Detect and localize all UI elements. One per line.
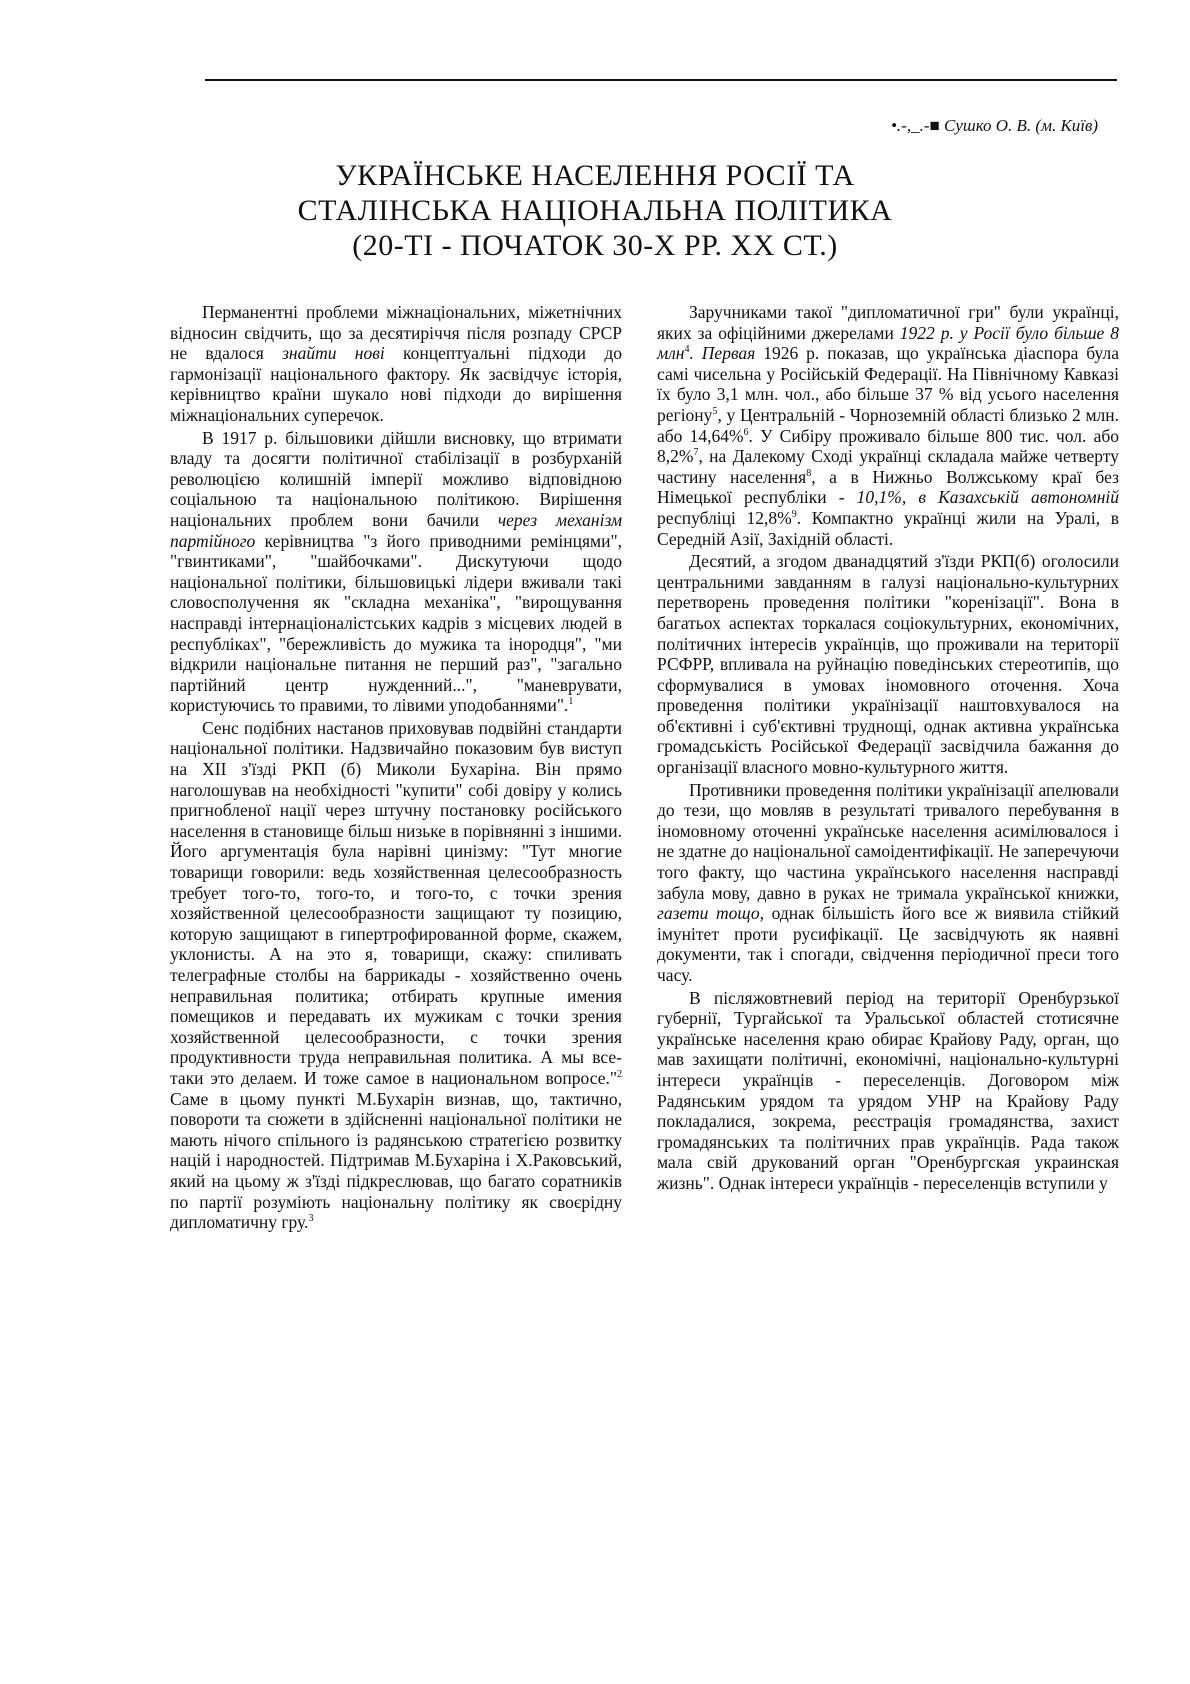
title-line-3: (20-ТІ - ПОЧАТОК 30-Х РР. ХХ СТ.) xyxy=(352,229,838,262)
footnote-ref: 2 xyxy=(617,1069,622,1081)
paragraph: Заручниками такої "дипломатичної гри" були українці, яких за офіційними джерелами 1922 р. у Росії було більше 8 млн$^4$. Первая 1926 р. показав, що українська діаспора була самі чисельна у Російській Федерації. На Північному Кавказі їх було 3,1 млн. чол., або більше 37 % від усього населення регіону$^5$, у Центральній - Чорноземній області близько 2 млн. або 14,64%$^6$. У Сибіру проживало більше 800 тис. чол. або 8,2%$^7$, на Далекому Сході українці складала майже четверту частину населення$^8$, а в Нижньо Волжському краї без Німецької республіки - 10,1%, в Казахській автономній республіці 12,8%$^9$. Компактно українці жили на Уралі, в Середній Азії, Західній області. xyxy=(657,302,1120,549)
footnote-ref: 7 xyxy=(693,447,699,459)
paragraph: Сенс подібних настанов приховував подвійні стандарти національної політики. Надзвичайно показовим був виступ на XII з'їзді РКП (б) Миколи Бухаріна. Він прямо наголошував на необхідності "купити" собі довіру у колись пригнобленої нації через штучну постановку російського населення в становище більш низьке в порівнянні з іншими. Його аргументація була нарівні цинізму: "Тут многие товарищи говорили: ведь хозяйственная целесообразность требует того-то, того-то, и того-то, с точки зрения хозяйственной целесообразности защищают ту позицию, которую защищают в гипертрофированной форме, скажем, уклонисты. А на это я, товарищи, скажу: спиливать телеграфные столбы на баррикады - хозяйственно очень неправильная политика; отбирать крупные имения помещиков и передавать их мужикам с точки зрения хозяйственной целесообразности, с точки зрения продуктивности труда неправильная политика. А мы все-таки это делаем. И тоже самое в национальном вопросе."$^2$ Саме в цьому пункті М.Бухарін визнав, що, тактично, повороти та сюжети в здійсненні національної політики не мають нічого спільного із радянською стратегією розвитку націй і народностей. Підтримав М.Бухаріна і Х.Раковський, який на цьому ж з'їзді підкреслював, що багато соратників по партії розуміють національну політику як своєрідну дипломатичну гру.$^3$ xyxy=(170,717,622,1233)
header-rule xyxy=(205,79,1117,81)
paragraph: Десятий, а згодом дванадцятий з'їзди РКП(б) оголосили центральними завданням в галузі національно-культурних перетворень проведення політики "коренізації". Вона в багатьох аспектах торкалася соціокультурних, економічних, політичних інтересів українців, що проживали на території РСФРР, впливала на руйнацію поведінських стереотипів, що сформувалися в умовах іномовного оточення. Хоча проведення політики українізації наштовхувалося на об'єктивні і суб'єктивні труднощі, однак активна українська громадськість Російської Федерації засвідчила бажання до організації власного мовно-культурного життя. xyxy=(657,551,1119,778)
footnote-ref: 8 xyxy=(806,467,812,479)
paragraph: Противники проведення політики українізації апелювали до тези, що мовляв в результаті тривалого перебування в іномовному оточенні українське населення асимілювалося і не здатне до національної самоідентифікації. Не заперечуючи того факту, що частина українського населення насправді забула мову, давно в руках не тримала української книжки, газети тощо, однак більшість його все ж виявила стійкий імунітет проти русифікації. Це засвідчують як наявні документи, так і спогади, свідчення періодичної преси того часу. xyxy=(657,779,1119,985)
footnote-ref: 6 xyxy=(743,426,749,438)
footnote-ref: 5 xyxy=(712,406,718,418)
author-prefix: •.-,_.-■ xyxy=(890,116,944,135)
footnote-ref: 3 xyxy=(308,1213,314,1225)
footnote-ref: 1 xyxy=(568,696,574,708)
paragraph: В післяжовтневий період на території Оренбурзької губернії, Тургайської та Уральської областей стотисячне українське населення краю обирає Крайову Раду, орган, що мав захищати політичні, економічні, національно-культурні інтереси українців - переселенців. Договором між Радянським урядом та урядом УНР на Крайову Раду покладалися, зокрема, реєстрація громадянства, захист громадянських та політичних прав українців. Рада також мала свій друкований орган "Оренбургская украинская жизнь". Однак інтереси українців - переселенців вступили у xyxy=(657,987,1119,1193)
footnote-ref: 4 xyxy=(684,344,690,356)
author-line xyxy=(891,116,1098,136)
paragraph: Перманентні проблеми міжнаціональних, міжетнічних відносин свідчить, що за десятиріччя після розпаду СРСР не вдалося знайти нові концептуальні підходи до гармонізації національного фактору. Як засвідчує історія, керівництво країни шукало нові підходи до вирішення міжнаціональних суперечок. xyxy=(170,302,622,425)
right-column xyxy=(657,302,1119,1194)
article-title xyxy=(0,158,1190,263)
left-column xyxy=(170,302,622,1233)
title-line-2: СТАЛІНСЬКА НАЦІОНАЛЬНА ПОЛІТИКА xyxy=(297,194,893,227)
title-line-1: УКРАЇНСЬКЕ НАСЕЛЕННЯ РОСІЇ ТА xyxy=(335,159,855,192)
author-name: Сушко О. В. (м. Київ) xyxy=(944,116,1098,135)
footnote-ref: 9 xyxy=(791,509,797,521)
paragraph: В 1917 р. більшовики дійшли висновку, що втримати владу та досягти політичної стабілізації в розбурханій революцією колишній імперії можливо відповідною соціальною та національною політикою. Вирішення національних проблем вони бачили через механізм партійного керівництва "з його приводними ремінцями", "гвинтиками", "шайбочками". Дискутуючи щодо національної політики, більшовицькі лідери вживали такі словосполучення як "складна механіка", "вирощування насправді інтернаціоналістських кадрів з місцевих людей в республіках", "бережливість до мужика та інородця", "ми відкрили національне питання не перший раз", "загально партійний центр нужденний...", "маневрувати, користуючись то правими, то лівими уподобаннями".$^1$ xyxy=(170,427,622,716)
